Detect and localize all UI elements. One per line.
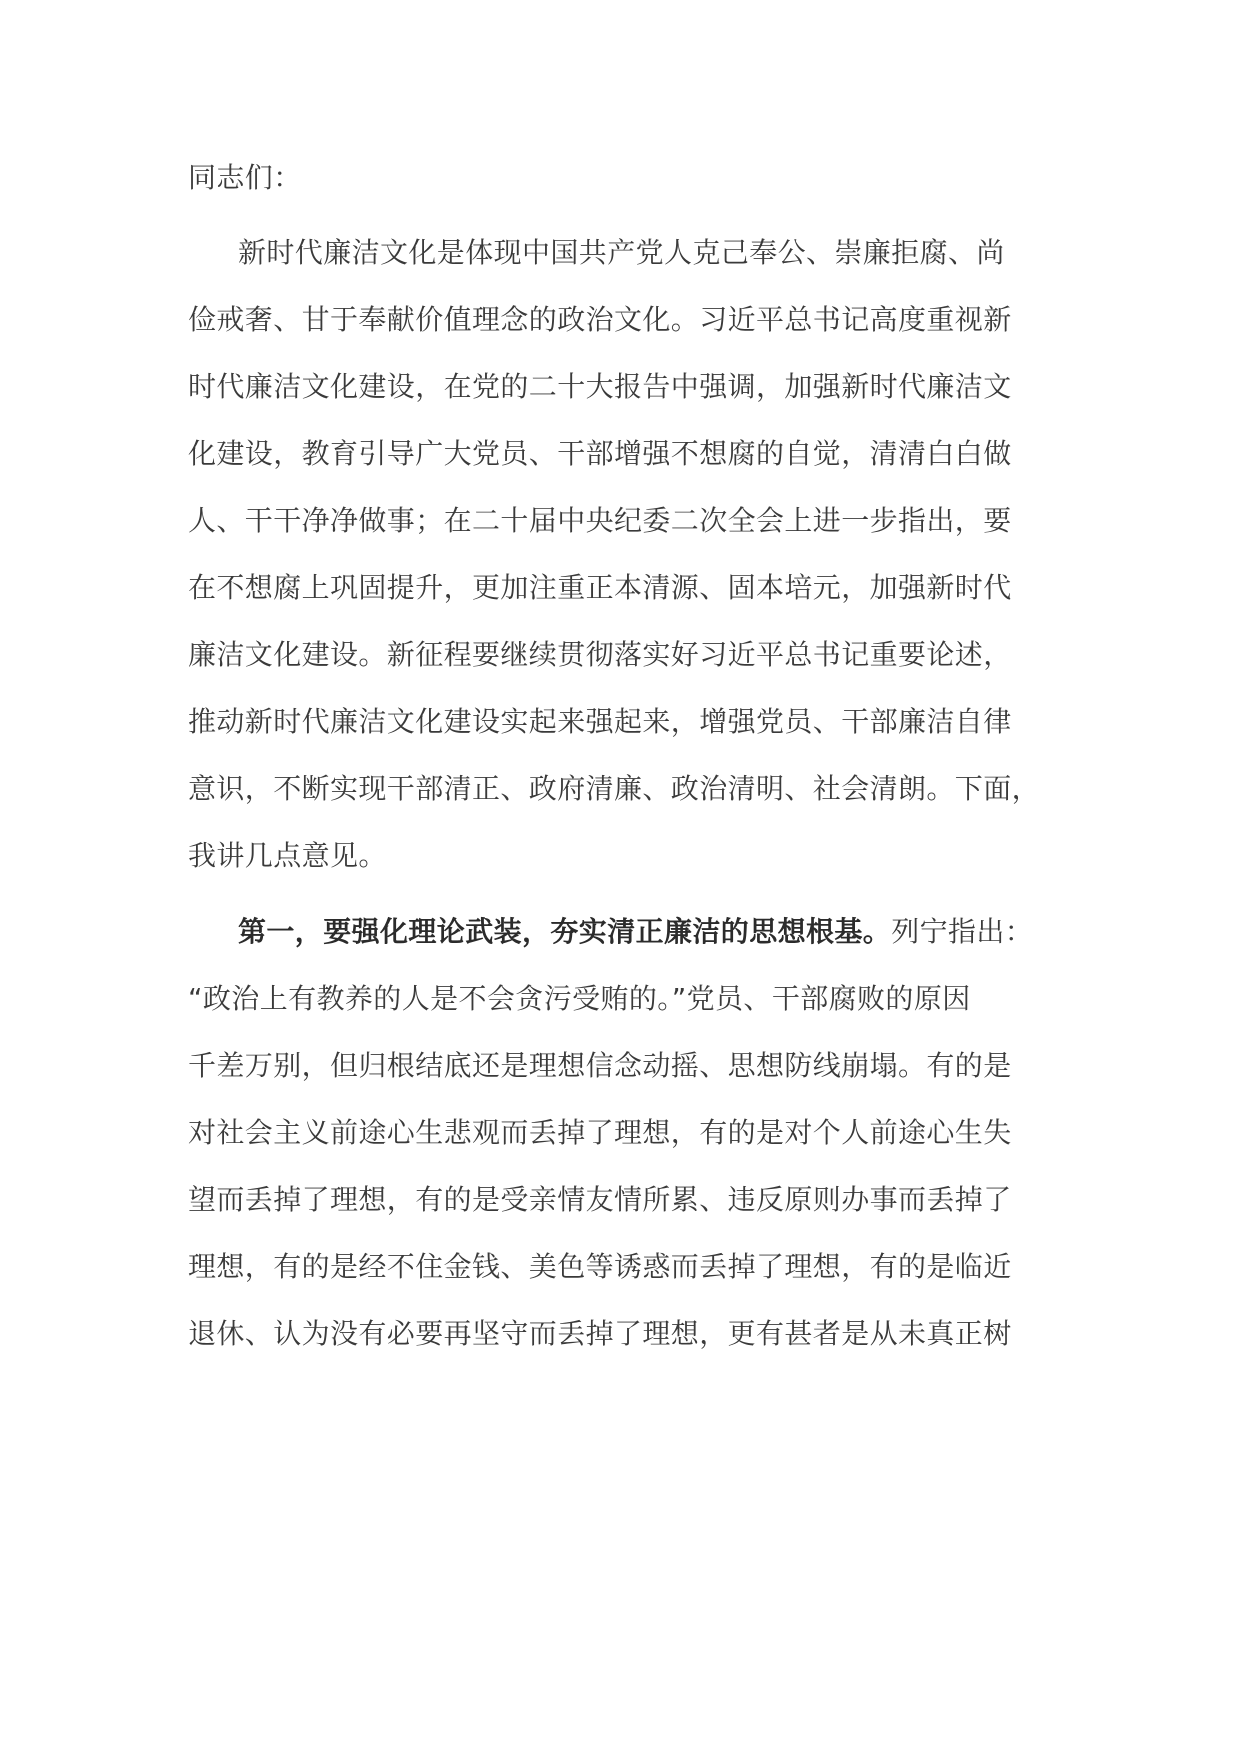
paragraph-2-line: 理想，有的是经不住金钱、美色等诱惑而丢掉了理想，有的是临近 [188,1250,1012,1283]
paragraph-2-line: 对社会主义前途心生悲观而丢掉了理想，有的是对个人前途心生失 [188,1116,1012,1149]
paragraph-1-line: 人、干干净净做事；在二十届中央纪委二次全会上进一步指出，要 [188,504,1012,537]
paragraph-1-line: 化建设，教育引导广大党员、干部增强不想腐的自觉，清清白白做 [188,437,1012,470]
paragraph-1-line: 时代廉洁文化建设，在党的二十大报告中强调，加强新时代廉洁文 [188,370,1012,403]
paragraph-2-line: 千差万别，但归根结底还是理想信念动摇、思想防线崩塌。有的是 [188,1049,1012,1082]
section-heading: 第一，要强化理论武装，夯实清正廉洁的思想根基。 [238,915,892,948]
paragraph-2-line: 望而丢掉了理想，有的是受亲情友情所累、违反原则办事而丢掉了 [188,1183,1012,1216]
paragraph-2-first-line [238,912,1118,952]
paragraph-1-line: 推动新时代廉洁文化建设实起来强起来，增强党员、干部廉洁自律 [188,705,1012,738]
paragraph-1-line: 我讲几点意见。 [188,839,387,872]
paragraph-1-line: 廉洁文化建设。新征程要继续贯彻落实好习近平总书记重要论述， [188,638,1012,671]
paragraph-2-line: “政治上有教养的人是不会贪污受贿的。”党员、干部腐败的原因 [188,982,971,1015]
paragraph-2-line: 退休、认为没有必要再坚守而丢掉了理想，更有甚者是从未真正树 [188,1317,1012,1350]
paragraph-1-line: 新时代廉洁文化是体现中国共产党人克己奉公、崇廉拒腐、尚 [238,236,1005,269]
paragraph-2-text: 列宁指出： [891,915,1034,948]
paragraph-1-line: 意识，不断实现干部清正、政府清廉、政治清明、社会清朗。下面， [188,772,1041,805]
paragraph-1-line: 俭戒奢、甘于奉献价值理念的政治文化。习近平总书记高度重视新 [188,303,1012,336]
salutation: 同志们： [188,161,302,194]
paragraph-1-line: 在不想腐上巩固提升，更加注重正本清源、固本培元，加强新时代 [188,571,1012,604]
